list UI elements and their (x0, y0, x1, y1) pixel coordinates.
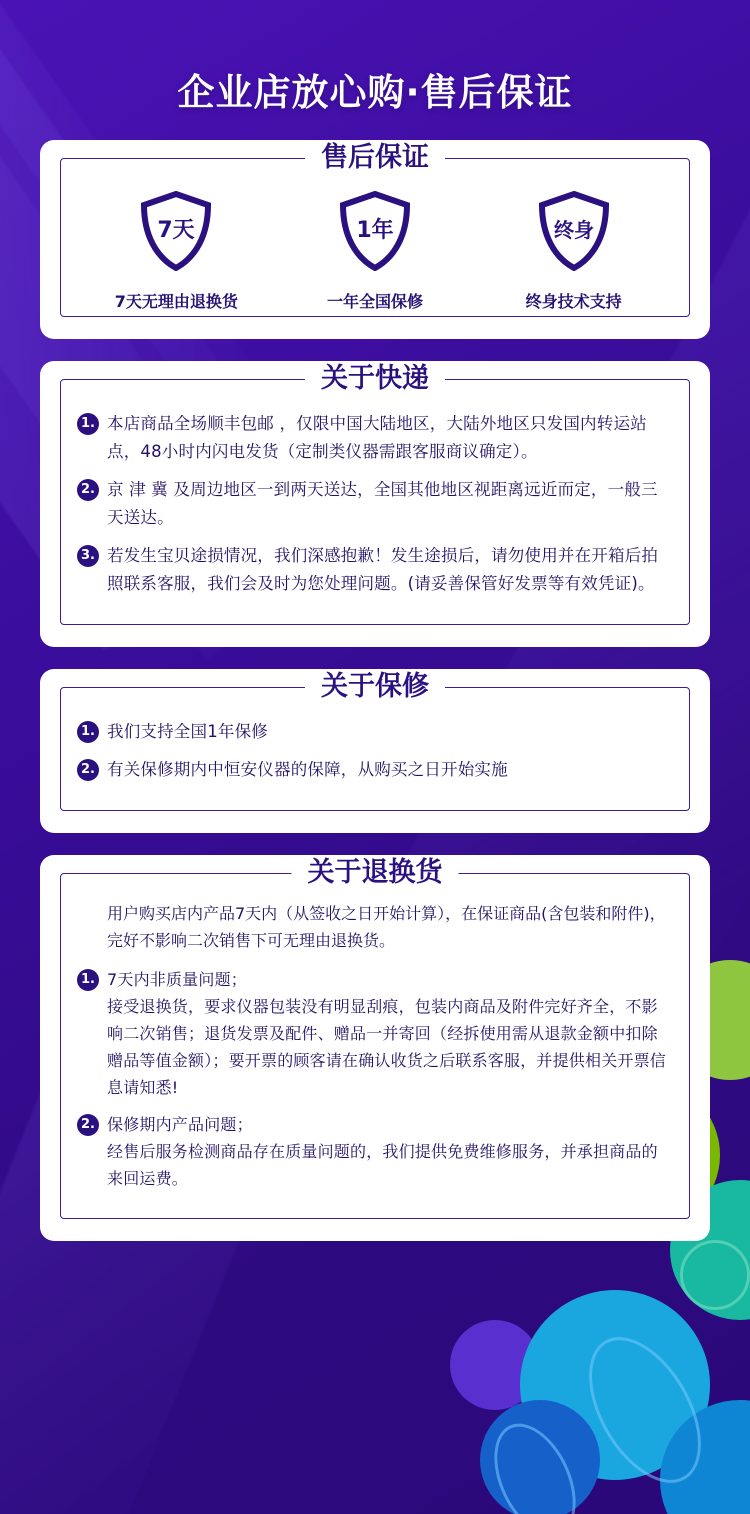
returns-list (77, 966, 673, 1192)
guarantee-badge (86, 191, 266, 311)
list-item-title: 7天内非质量问题； (107, 970, 247, 989)
guarantee-badge-label: 终身技术支持 (520, 289, 628, 312)
guarantee-badge-label: 7天无理由退换货 (109, 289, 244, 312)
returns-card (40, 855, 710, 1241)
returns-frame (60, 857, 690, 1219)
shield-icon (538, 191, 610, 271)
list-item-text: 京 津 冀 及周边地区一到两天送达，全国其他地区视距离远近而定，一般三天送达。 (107, 480, 658, 527)
list-item (77, 718, 673, 746)
guarantee-badge (285, 191, 465, 311)
guarantee-frame (60, 142, 690, 317)
list-item-text: 经售后服务检测商品存在质量问题的，我们提供免费维修服务，并承担商品的来回运费。 (107, 1142, 658, 1188)
warranty-card (40, 669, 710, 833)
warranty-section-title: 关于保修 (305, 670, 445, 704)
shield-label: 7天 (157, 218, 195, 243)
guarantee-badges (77, 185, 673, 311)
list-item-text: 有关保修期内中恒安仪器的保障，从购买之日开始实施 (107, 760, 508, 779)
warranty-frame (60, 671, 690, 811)
shield-label: 终身 (553, 218, 594, 242)
list-item-text: 我们支持全国1年保修 (107, 722, 268, 741)
express-card (40, 361, 710, 647)
list-item-title: 保修期内产品问题； (107, 1115, 253, 1134)
guarantee-card (40, 140, 710, 339)
express-list (77, 410, 673, 598)
list-item (77, 476, 673, 532)
warranty-list (77, 718, 673, 784)
list-item-number: 2. (77, 479, 99, 501)
shield-icon (339, 191, 411, 271)
express-frame (60, 363, 690, 625)
list-item (77, 966, 673, 1101)
guarantee-badge (484, 191, 664, 311)
list-item-number: 1. (77, 969, 99, 991)
returns-section-title: 关于退换货 (292, 856, 459, 890)
guarantee-badge-label: 一年全国保修 (321, 289, 429, 312)
shield-icon (140, 191, 212, 271)
guarantee-section-title: 售后保证 (305, 141, 445, 175)
list-item-number: 2. (77, 1114, 99, 1136)
list-item-text: 本店商品全场顺丰包邮 ，仅限中国大陆地区，大陆外地区只发国内转运站点，48小时内闪电发货（定制类仪器需跟客服商议确定）。 (107, 414, 647, 461)
list-item (77, 542, 673, 598)
shield-label: 1年 (356, 218, 394, 243)
list-item-body (107, 966, 673, 1101)
background-ring (680, 1240, 750, 1310)
list-item (77, 1111, 673, 1192)
list-item (77, 410, 673, 466)
returns-intro: 用户购买店内产品7天内（从签收之日开始计算），在保证商品(含包装和附件)，完好不影响二次销售下可无理由退换货。 (107, 904, 666, 950)
list-item-text: 若发生宝贝途损情况，我们深感抱歉！发生途损后，请勿使用并在开箱后拍照联系客服，我们会及时为您处理问题。(请妥善保管好发票等有效凭证)。 (107, 546, 659, 593)
list-item-body (107, 1111, 673, 1192)
list-item-number: 2. (77, 759, 99, 781)
list-item-text: 接受退换货，要求仪器包装没有明显刮痕，包装内商品及附件完好齐全，不影响二次销售；退货发票及配件、赠品一并寄回（经拆使用需从退款金额中扣除赠品等值金额）；要开票的顾客请在确认收货之后联系客服，并提供相关开票信息请知悉! (107, 997, 667, 1097)
list-item (77, 756, 673, 784)
list-item-number: 1. (77, 413, 99, 435)
list-item-number: 1. (77, 721, 99, 743)
express-section-title: 关于快递 (305, 362, 445, 396)
page-title: 企业店放心购·售后保证 (177, 71, 573, 114)
list-item-number: 3. (77, 545, 99, 567)
